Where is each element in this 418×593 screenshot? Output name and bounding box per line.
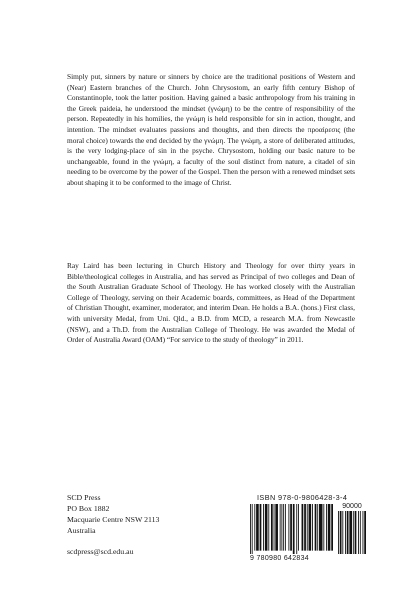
isbn-label: ISBN 978-0-9806428-3-4	[257, 493, 348, 502]
barcode-main-bars	[250, 504, 333, 554]
publisher-email: scdpress@scd.edu.au	[67, 547, 134, 556]
author-bio-paragraph: Ray Laird has been lecturing in Church History and Theology for over thirty years in Bible/theological colleges in Australia, and has served as Principal of two colleges and Dean of the South Australian Graduate School of Theology. He has worked closely with the Australian College of Theology, serving on their Academic boards, committees, as Head of the Department of Christian Thought, examiner, moderator, and interim Dean. He holds a B.A. (hons.) First class, with university Medal, from Uni. Qld., a B.D. from MCD, a research M.A. from Newcastle (NSW), and a Th.D. from the Australian College of Theology. He was awarded the Medal of Order of Australia Award (OAM) “For service to the study of theology” in 2011.	[67, 261, 355, 345]
publisher-name: SCD Press	[67, 493, 101, 502]
publisher-po-box: PO Box 1882	[67, 504, 110, 513]
publisher-city: Macquarie Centre NSW 2113	[67, 515, 160, 524]
barcode-addon-number: 90000	[342, 503, 362, 510]
barcode-digits: 9 780980 642834	[250, 555, 309, 562]
summary-paragraph: Simply put, sinners by nature or sinners by choice are the traditional positions of Western and (Near) Eastern branches of the Church. John Chrysostom, an early fifth century Bishop of Constantinople, took the latter position. Having gained a basic anthropology from his training in the Greek paideia, he understood the mindset (γνώμη) to be the centre of responsibility of the person. Repeatedly in his homilies, the γνώμη is held responsible for sin in action, thought, and intention. The mindset evaluates passions and thoughts, and then directs the προαίρεσις (the moral choice) towards the end decided by the γνώμη. The γνώμη, a store of deliberated attitudes, is the very lodging-place of sin in the psyche. Chrysostom, holding our basic nature to be unchangeable, found in the γνώμη, a faculty of the soul distinct from nature, a citadel of sin needing to be overcome by the power of the Gospel. Then the person with a renewed mindset sets about shaping it to be conformed to the image of Christ.	[67, 72, 355, 187]
publisher-address	[67, 492, 159, 557]
barcode	[250, 504, 366, 566]
barcode-addon-bars	[338, 511, 366, 554]
publisher-country: Australia	[67, 526, 96, 535]
